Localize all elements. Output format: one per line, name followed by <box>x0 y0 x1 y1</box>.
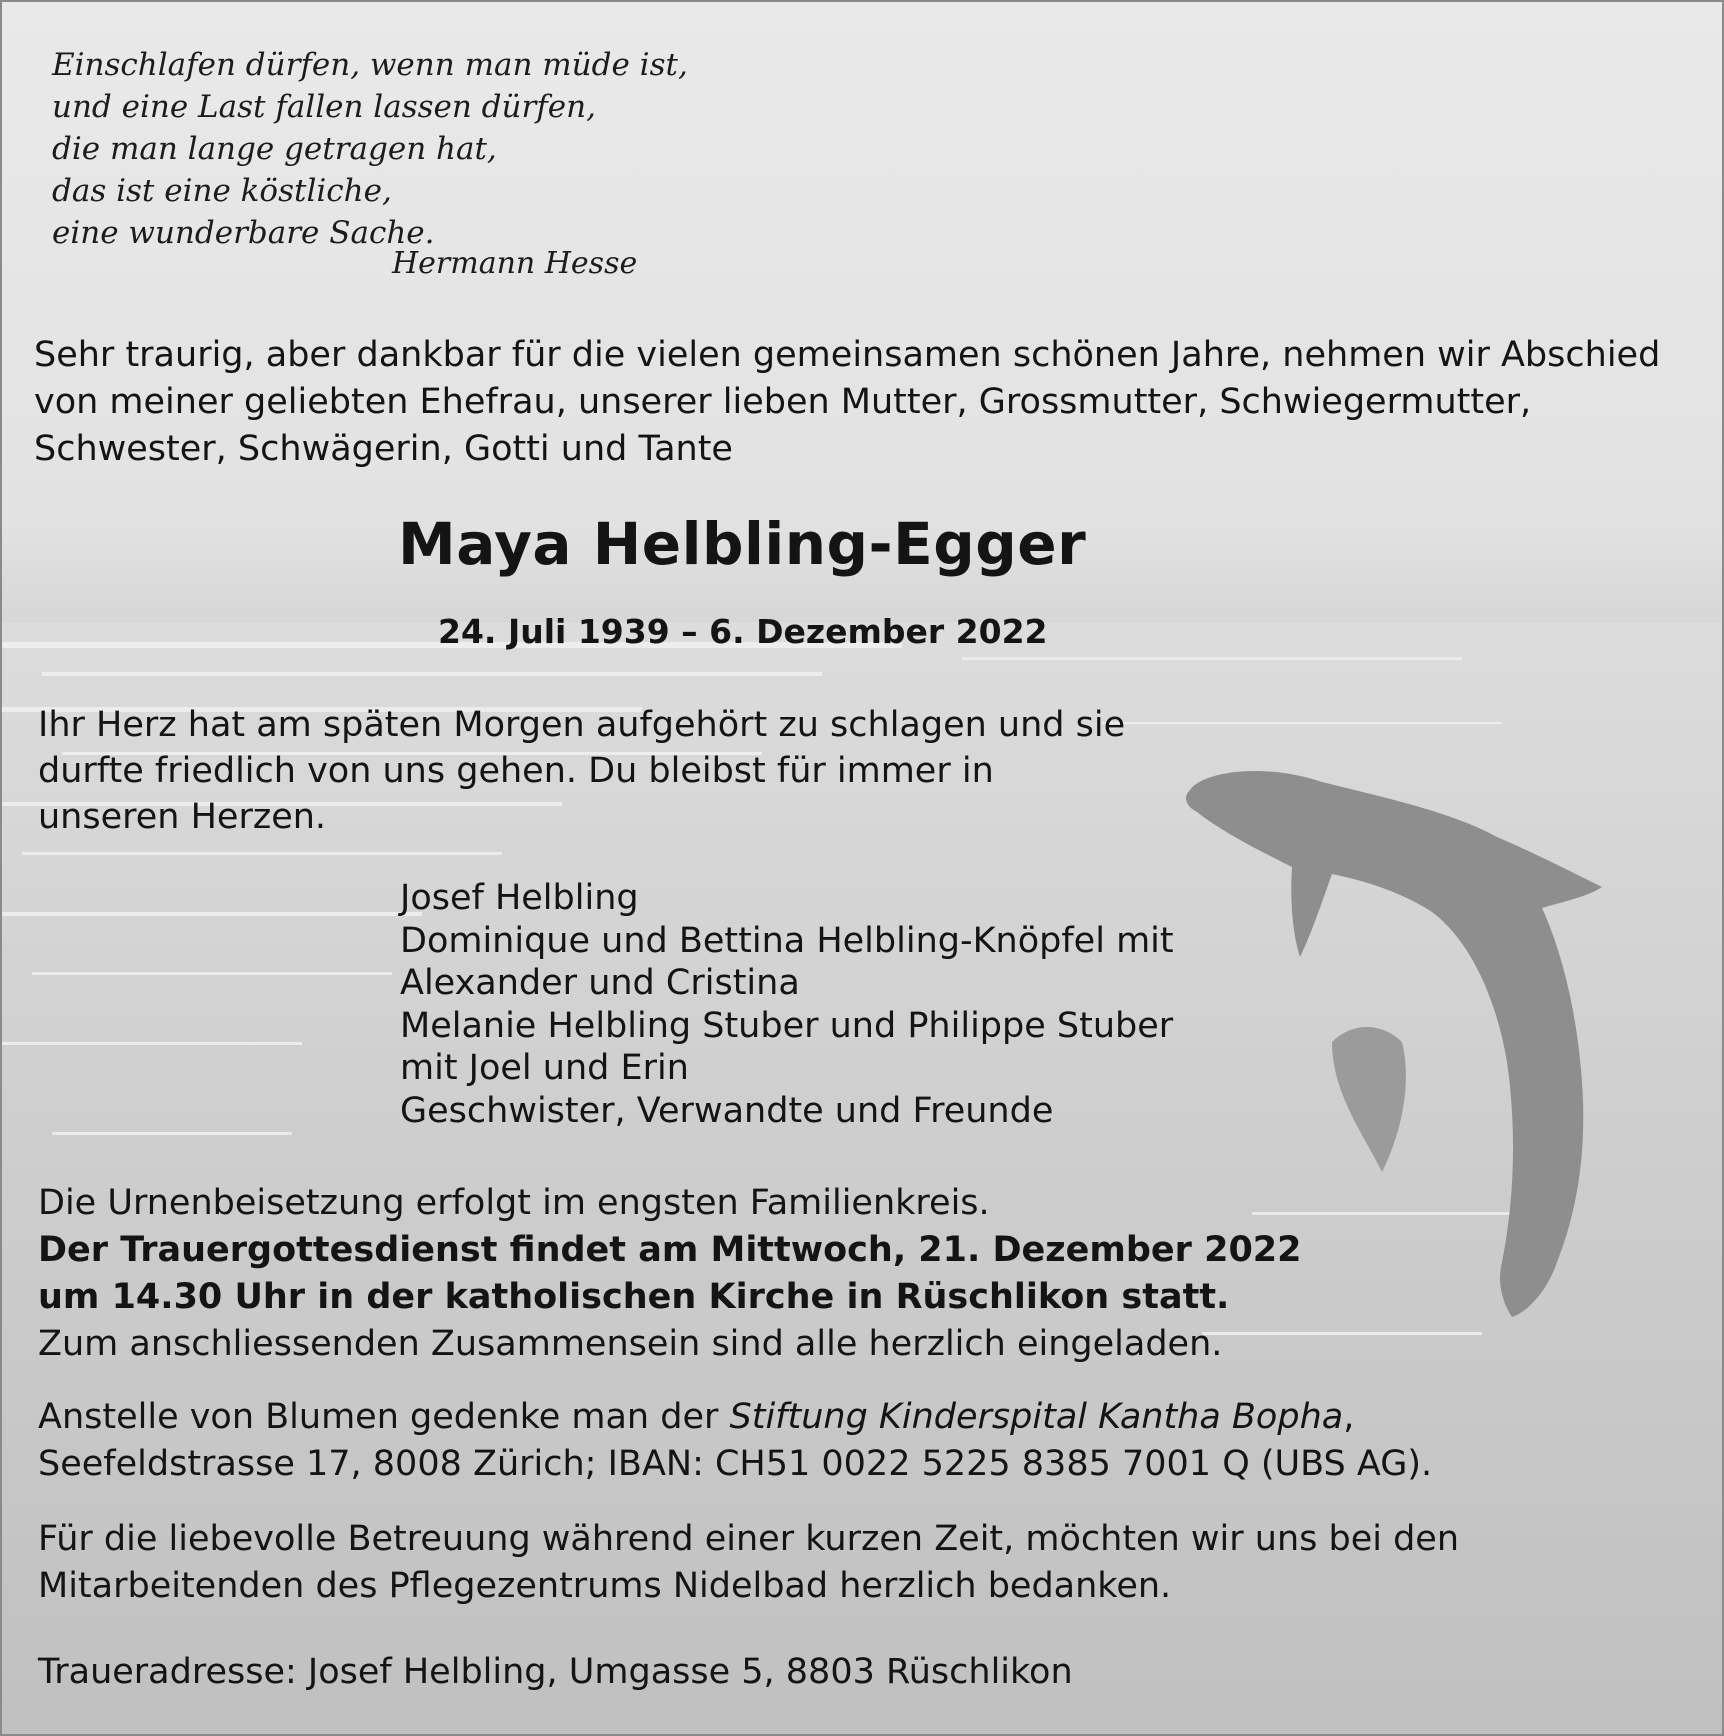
donation-line <box>38 1394 1432 1441</box>
poem-line: und eine Last fallen lassen dürfen, <box>52 89 596 125</box>
passing-line: Ihr Herz hat am späten Morgen aufgehört zu schlagen und sie <box>38 705 1126 745</box>
family-line: Geschwister, Verwandte und Freunde <box>400 1090 1054 1131</box>
mourning-address: Traueradresse: Josef Helbling, Umgasse 5, 8803 Rüschlikon <box>38 1652 1073 1692</box>
donation-paragraph <box>38 1394 1432 1488</box>
family-line: Alexander und Cristina <box>400 963 800 1003</box>
intro-line: Sehr traurig, aber dankbar für die vielen gemeinsamen schönen Jahre, nehmen wir Abschied <box>34 335 1661 375</box>
donation-prefix: Anstelle von Blumen gedenke man der <box>38 1397 730 1437</box>
poem <box>52 44 688 254</box>
family-line: Josef Helbling <box>400 878 639 918</box>
passing-line: durfte friedlich von uns gehen. Du bleibst für immer in <box>38 751 994 791</box>
burial-note: Die Urnenbeisetzung erfolgt im engsten Familienkreis. <box>38 1183 990 1223</box>
donation-bank-details: Seefeldstrasse 17, 8008 Zürich; IBAN: CH51 0022 5225 8385 7001 Q (UBS AG). <box>38 1444 1433 1484</box>
foundation-name: Stiftung Kinderspital Kantha Bopha <box>729 1397 1344 1437</box>
service-date: Der Trauergottesdienst findet am Mittwoch, 21. Dezember 2022 <box>38 1230 1302 1270</box>
intro-line: von meiner geliebten Ehefrau, unserer lieben Mutter, Grossmutter, Schwiegermutter, <box>34 382 1532 422</box>
poem-line: die man lange getragen hat, <box>52 131 497 167</box>
passing-paragraph <box>38 702 1125 840</box>
deceased-name: Maya Helbling-Egger <box>398 510 1087 578</box>
poem-line: eine wunderbare Sache. <box>52 215 435 251</box>
poem-line: das ist eine köstliche, <box>52 173 392 209</box>
poem-line: Einschlafen dürfen, wenn man müde ist, <box>52 47 688 83</box>
poem-author: Hermann Hesse <box>392 246 638 281</box>
life-dates: 24. Juli 1939 – 6. Dezember 2022 <box>438 612 1048 651</box>
ceremony-paragraph <box>38 1180 1302 1368</box>
family-line: Dominique und Bettina Helbling-Knöpfel mit <box>400 920 1174 961</box>
donation-suffix: , <box>1343 1397 1355 1437</box>
thanks-line: Mitarbeitenden des Pflegezentrums Nidelbad herzlich bedanken. <box>38 1566 1172 1606</box>
service-time-place: um 14.30 Uhr in der katholischen Kirche in Rüschlikon statt. <box>38 1277 1230 1317</box>
passing-line: unseren Herzen. <box>38 797 327 837</box>
thanks-line: Für die liebevolle Betreuung während einer kurzen Zeit, möchten wir uns bei den <box>38 1519 1460 1559</box>
thanks-paragraph <box>38 1516 1459 1610</box>
intro-paragraph <box>34 332 1660 473</box>
family-line: mit Joel und Erin <box>400 1048 689 1088</box>
gathering-invite: Zum anschliessenden Zusammensein sind alle herzlich eingeladen. <box>38 1324 1223 1364</box>
family-list <box>400 877 1174 1132</box>
intro-line: Schwester, Schwägerin, Gotti und Tante <box>34 429 733 469</box>
family-line: Melanie Helbling Stuber und Philippe Stuber <box>400 1005 1174 1046</box>
